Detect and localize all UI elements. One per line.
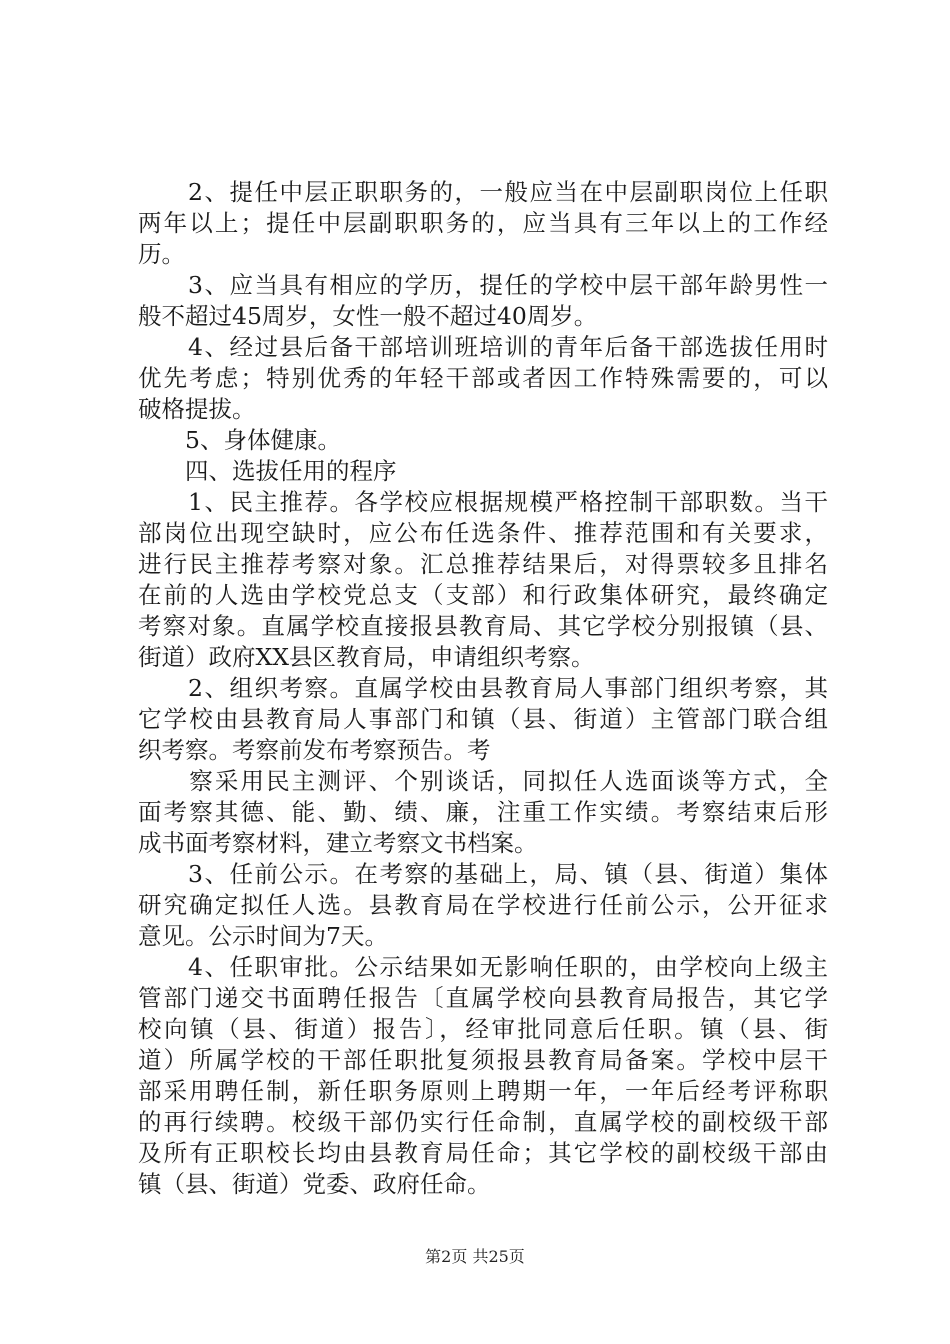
body-line: 管部门递交书面聘任报告〔直属学校向县教育局报告，其它学 (138, 984, 828, 1012)
body-line: 2、组织考察。直属学校由县教育局人事部门组织考察，其 (138, 674, 828, 702)
body-line: 3、应当具有相应的学历，提任的学校中层干部年龄男性一 (138, 271, 828, 299)
body-line: 意见。公示时间为7天。 (138, 922, 388, 950)
body-line: 4、经过县后备干部培训班培训的青年后备干部选拔任用时 (138, 333, 828, 361)
body-line: 面考察其德、能、勤、绩、廉，注重工作实绩。考察结束后形 (138, 798, 828, 826)
body-line: 4、任职审批。公示结果如无影响任职的，由学校向上级主 (138, 953, 828, 981)
body-line: 镇（县、街道）党委、政府任命。 (138, 1170, 491, 1198)
body-line: 优先考虑；特别优秀的年轻干部或者因工作特殊需要的，可以 (138, 364, 828, 392)
body-line: 在前的人选由学校党总支（支部）和行政集体研究，最终确定 (138, 581, 828, 609)
body-line: 考察对象。直属学校直接报县教育局、其它学校分别报镇（县、 (138, 612, 828, 640)
body-line: 街道）政府XX县区教育局，申请组织考察。 (138, 643, 595, 671)
body-line: 及所有正职校长均由县教育局任命；其它学校的副校级干部由 (138, 1139, 828, 1167)
body-line: 两年以上；提任中层副职职务的，应当具有三年以上的工作经 (138, 209, 828, 237)
body-line: 它学校由县教育局人事部门和镇（县、街道）主管部门联合组 (138, 705, 828, 733)
body-line: 织考察。考察前发布考察预告。考 (138, 736, 491, 764)
body-line: 道）所属学校的干部任职批复须报县教育局备案。学校中层干 (138, 1046, 828, 1074)
body-line: 5、身体健康。 (138, 426, 341, 454)
body-line: 部采用聘任制，新任职务原则上聘期一年，一年后经考评称职 (138, 1077, 828, 1105)
body-line: 成书面考察材料，建立考察文书档案。 (138, 829, 538, 857)
page-footer: 第2页 共25页 (425, 1247, 525, 1266)
body-line: 2、提任中层正职职务的，一般应当在中层副职岗位上任职 (138, 178, 828, 206)
body-line: 部岗位出现空缺时，应公布任选条件、推荐范围和有关要求， (138, 519, 828, 547)
body-line: 历。 (138, 240, 185, 268)
body-line: 破格提拔。 (138, 395, 256, 423)
body-line: 研究确定拟任人选。县教育局在学校进行任前公示，公开征求 (138, 891, 828, 919)
section-heading: 四、选拔任用的程序 (138, 457, 397, 485)
body-line: 般不超过45周岁，女性一般不超过40周岁。 (138, 302, 598, 330)
body-line: 3、任前公示。在考察的基础上，局、镇（县、街道）集体 (138, 860, 828, 888)
body-line: 1、民主推荐。各学校应根据规模严格控制干部职数。当干 (138, 488, 828, 516)
body-line: 察采用民主测评、个别谈话，同拟任人选面谈等方式，全 (138, 767, 828, 795)
body-line: 的再行续聘。校级干部仍实行任命制，直属学校的副校级干部 (138, 1108, 828, 1136)
body-line: 校向镇（县、街道）报告〕，经审批同意后任职。镇（县、街 (138, 1015, 828, 1043)
body-line: 进行民主推荐考察对象。汇总推荐结果后，对得票较多且排名 (138, 550, 828, 578)
